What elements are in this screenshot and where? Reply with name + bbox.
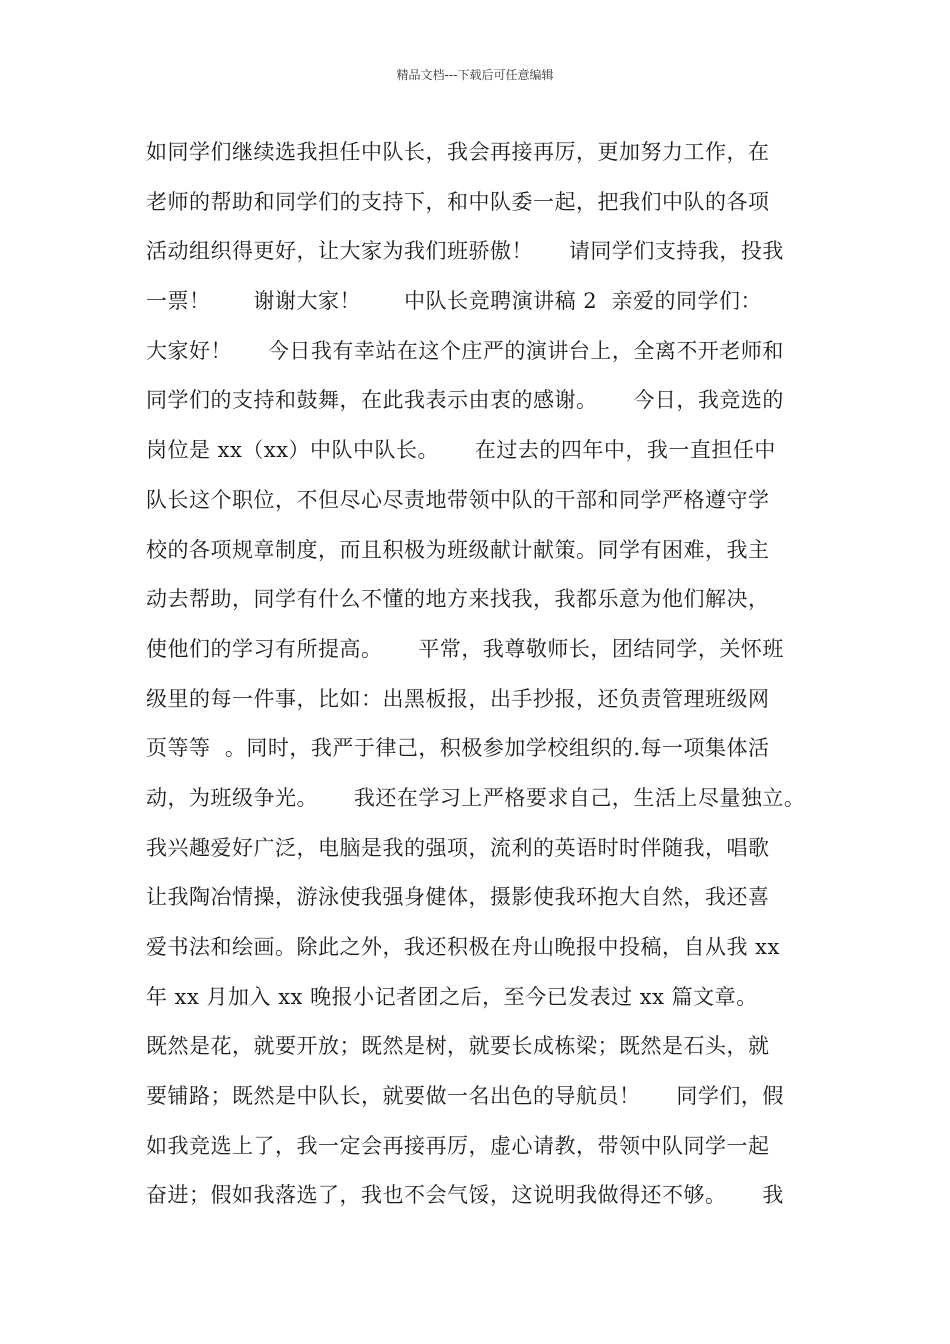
text-line: 要铺路；既然是中队长，就要做一名出色的导航员！ 同学们，假	[146, 1084, 784, 1109]
text-line: 一票！ 谢谢大家！ 中队长竞聘演讲稿 2 亲爱的同学们：	[146, 289, 762, 314]
text-line: 老师的帮助和同学们的支持下，和中队委一起，把我们中队的各项	[146, 189, 770, 214]
text-line: 使他们的学习有所提高。 平常，我尊敬师长，团结同学，关怀班	[146, 636, 784, 661]
text-line: 队长这个职位，不但尽心尽责地带领中队的干部和同学严格遵守学	[146, 487, 770, 512]
text-line: 如同学们继续选我担任中队长，我会再接再厉，更加努力工作，在	[146, 140, 770, 164]
text-line: 大家好！ 今日我有幸站在这个庄严的演讲台上，全离不开老师和	[146, 338, 784, 363]
text-line: 校的各项规章制度，而且积极为班级献计献策。同学有困难，我主	[146, 537, 770, 562]
page-header: 精品文档---下载后可任意编辑	[396, 68, 554, 82]
text-line: 奋进；假如我落选了，我也不会气馁，这说明我做得还不够。 我	[146, 1183, 784, 1208]
text-line: 让我陶冶情操，游泳使我强身健体，摄影使我环抱大自然，我还喜	[146, 885, 770, 910]
text-line: 级里的每一件事，比如：出黑板报，出手抄报，还负责管理班级网	[146, 686, 770, 711]
body-text	[146, 128, 826, 1221]
text-line: 既然是花，就要开放；既然是树，就要长成栋梁；既然是石头，就	[146, 1034, 770, 1059]
text-line: 动去帮助，同学有什么不懂的地方来找我，我都乐意为他们解决，	[146, 587, 770, 612]
text-line: 同学们的支持和鼓舞，在此我表示由衷的感谢。 今日，我竞选的	[146, 388, 784, 413]
text-line: 我兴趣爱好广泛，电脑是我的强项，流利的英语时时伴随我，唱歌	[146, 835, 770, 860]
text-line: 如我竞选上了，我一定会再接再厉，虚心请教，带领中队同学一起	[146, 1133, 770, 1158]
text-line: 岗位是 xx（xx）中队中队长。 在过去的四年中，我一直担任中	[146, 438, 776, 463]
text-line: 页等等 。同时，我严于律己，积极参加学校组织的.每一项集体活	[146, 736, 770, 761]
text-line: 活动组织得更好，让大家为我们班骄傲！ 请同学们支持我，投我	[146, 239, 784, 264]
text-line: 爱书法和绘画。除此之外，我还积极在舟山晚报中投稿，自从我 xx	[146, 935, 780, 959]
text-line: 年 xx 月加入 xx 晚报小记者团之后，至今已发表过 xx 篇文章。	[146, 984, 758, 1009]
text-line: 动，为班级争光。 我还在学习上严格要求自己，生活上尽量独立。	[146, 785, 806, 810]
